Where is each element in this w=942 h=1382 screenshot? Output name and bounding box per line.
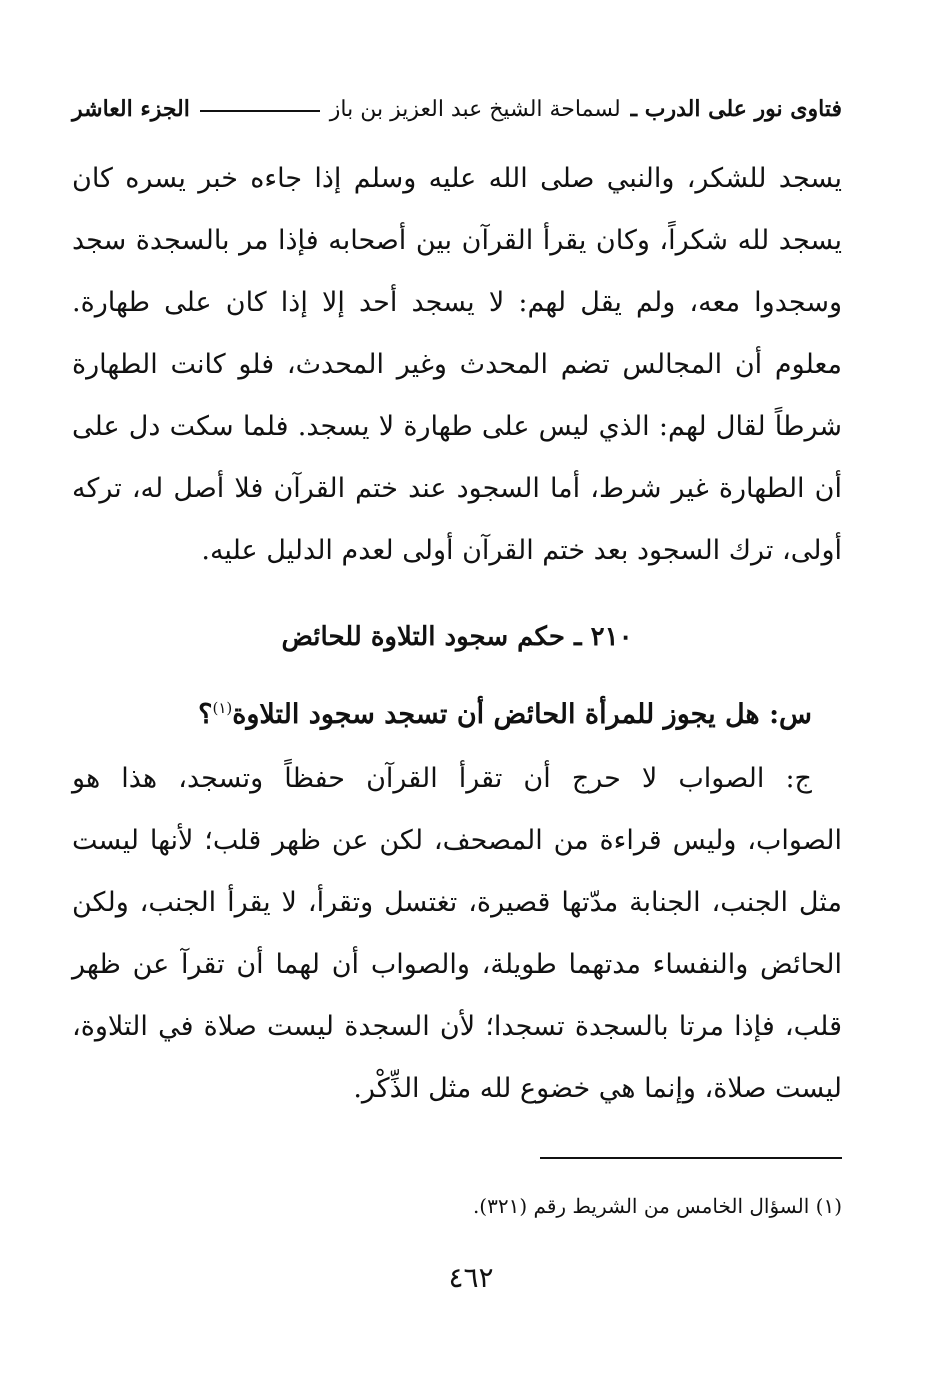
text-line: شرطاً لقال لهم: الذي ليس على طهارة لا يسجد. فلما سكت دل على — [72, 411, 842, 442]
text-line: مثل الجنب، الجنابة مدّتها قصيرة، تغتسل وتقرأ، لا يقرأ الجنب، ولكن — [72, 887, 842, 918]
book-title: فتاوى نور على الدرب ـ — [630, 96, 842, 122]
text-line: الصواب، وليس قراءة من المصحف، لكن عن ظهر قلب؛ لأنها ليست — [72, 825, 842, 856]
text-line: قلب، فإذا مرتا بالسجدة تسجدا؛ لأن السجدة ليست صلاة في التلاوة، — [72, 1011, 842, 1042]
volume-label: الجزء العاشر — [72, 96, 190, 122]
footnote-reference: (١) — [212, 699, 233, 717]
text-line: ج: الصواب لا حرج أن تقرأ القرآن حفظاً وتسجد، هذا هو — [72, 763, 812, 794]
footnote-separator — [540, 1157, 842, 1159]
text-line: يسجد للشكر، والنبي صلى الله عليه وسلم إذا جاءه خبر يسره كان — [72, 163, 842, 194]
text-line: أن الطهارة غير شرط، أما السجود عند ختم القرآن فلا أصل له، تركه — [72, 473, 842, 504]
text-line: وسجدوا معه، ولم يقل لهم: لا يسجد أحد إلا إذا كان على طهارة. — [72, 287, 842, 318]
answer-paragraph — [72, 748, 842, 1120]
header-rule — [200, 110, 320, 112]
question — [72, 680, 842, 736]
page-number: ٤٦٢ — [448, 1261, 494, 1294]
text-line: معلوم أن المجالس تضم المحدث وغير المحدث، فلو كانت الطهارة — [72, 349, 842, 380]
text-line: الحائض والنفساء مدتهما طويلة، والصواب أن لهما أن تقرآ عن ظهر — [72, 949, 842, 980]
question-mark: ؟ — [198, 699, 213, 730]
text-line: أولى، ترك السجود بعد ختم القرآن أولى لعدم الدليل عليه. — [201, 535, 842, 566]
footnote: (١) السؤال الخامس من الشريط رقم (٣٢١). — [472, 1194, 842, 1218]
text-line: ليست صلاة، وإنما هي خضوع لله مثل الذِّكْر. — [353, 1073, 842, 1104]
question-text: س: هل يجوز للمرأة الحائض أن تسجد سجود التلاوة — [232, 699, 812, 730]
text-line: يسجد لله شكراً، وكان يقرأ القرآن بين أصحابه فإذا مر بالسجدة سجد — [72, 225, 842, 256]
running-header — [72, 92, 842, 126]
paragraph-continuation — [72, 148, 842, 582]
section-title: ٢١٠ ـ حكم سجود التلاوة للحائض — [281, 622, 633, 652]
author-name: لسماحة الشيخ عبد العزيز بن باز — [329, 96, 621, 122]
